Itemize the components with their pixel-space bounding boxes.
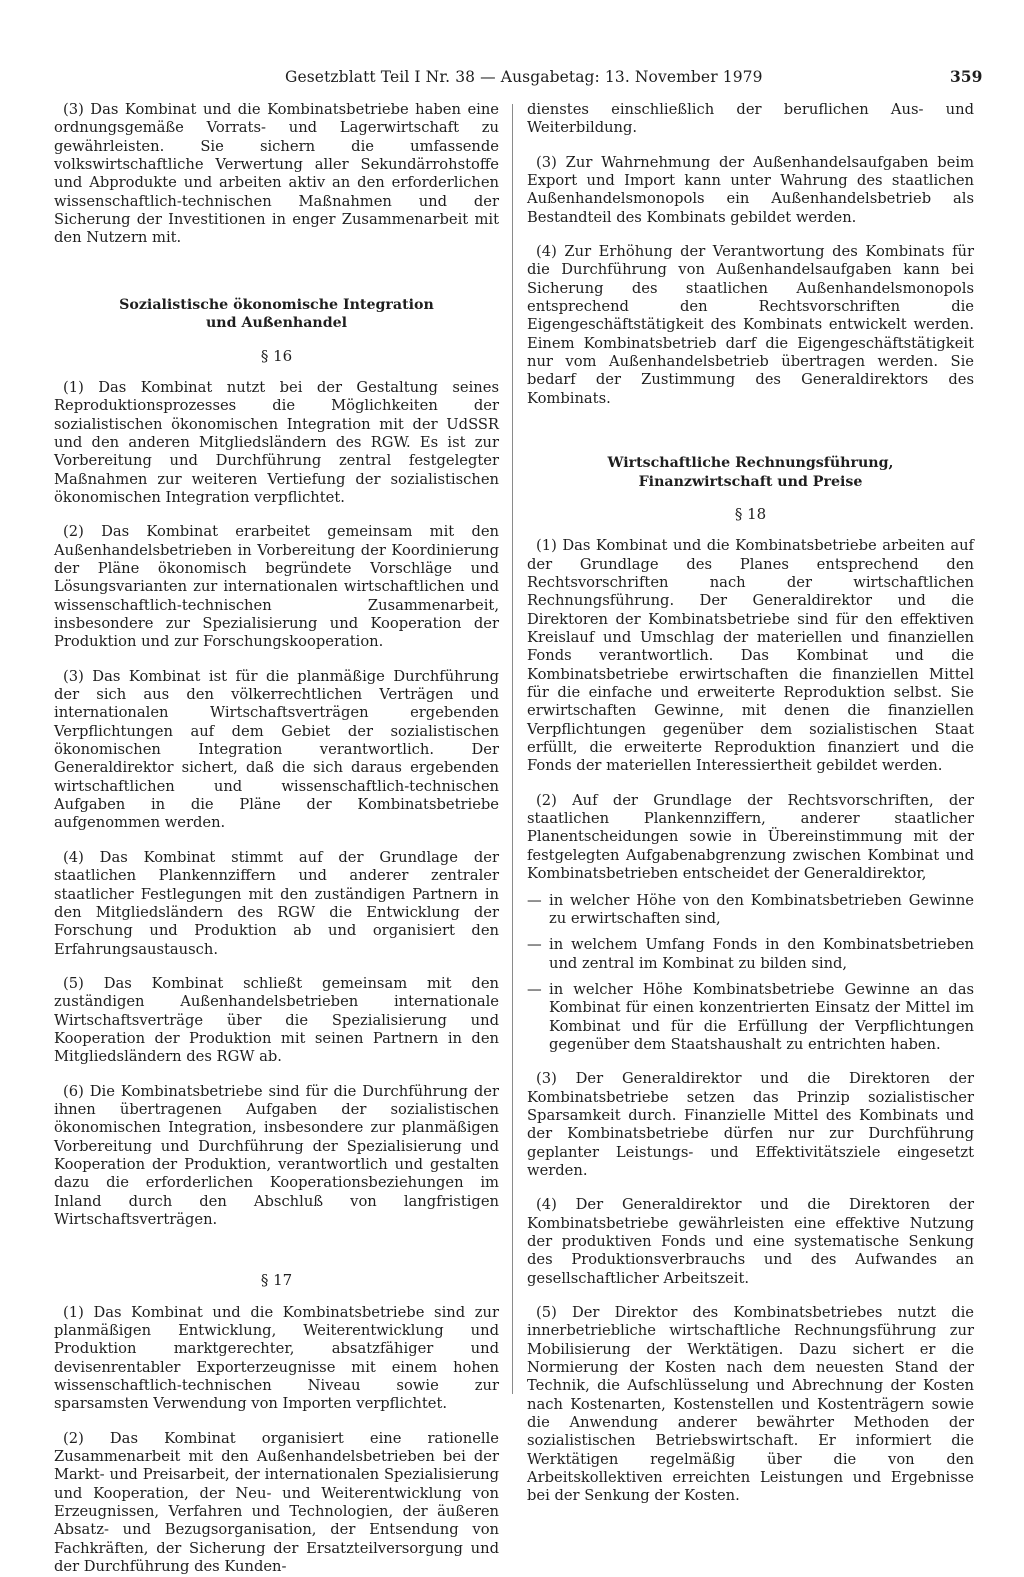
paragraph-16-3: (3) Das Kombinat ist für die planmäßige Durchführung der sich aus den völkerrechtlichen Verträgen und internationalen Wirtschaftsverträgen ergebenden Verpflichtungen auf dem Gebiet der sozialistischen ökonomischen Integration verantwortlich. Der Generaldirektor sichert, daß die sich daraus ergebenden wirtschaftlichen und wissenschaftlich-technischen Aufgaben in die Pläne der Kombinatsbetriebe aufgenommen werden. bbox=[54, 667, 499, 832]
section-number-16: § 16 bbox=[260, 346, 293, 365]
left-column bbox=[54, 101, 499, 1577]
list-item bbox=[527, 981, 974, 1054]
dash-bullet: — bbox=[527, 891, 542, 909]
section-number-17: § 17 bbox=[260, 1271, 293, 1290]
paragraph-18-1: (1) Das Kombinat und die Kombinatsbetriebe arbeiten auf der Grundlage des Planes entsprechend den Rechtsvorschriften nach der wirtschaftlichen Rechnungsführung. Der Generaldirektor und die Direktoren der Kombinatsbetriebe sind für den effektiven Kreislauf und Umschlag der materiellen und finanziellen Fonds verantwortlich. Das Kombinat und die Kombinatsbetriebe erwirtschaften die finanziellen Mittel für die einfache und erweiterte Reproduktion selbst. Sie erwirtschaften Gewinne, mit denen die finanziellen Verpflichtungen gegenüber dem sozialistischen Staat erfüllt, die erweiterte Reproduktion finanziert und die Fonds der materiellen Interessiertheit gebildet werden. bbox=[527, 537, 974, 775]
paragraph-18-5: (5) Der Direktor des Kombinatsbetriebes nutzt die innerbetriebliche wirtschaftliche Rechnungsführung zur Mobilisierung der Werktätigen. Dazu sichert er die Normierung der Kosten nach dem neuesten Stand der Technik, die Aufschlüsselung und Abrechnung der Kosten nach Kostenarten, Kostenstellen und Kostenträgern sowie die Anwendung anderer bewährter Methoden der sozialistischen Betriebswirtschaft. Er informiert die Werktätigen regelmäßig über die von den Arbeitskollektiven erreichten Leistungen und Ergebnisse bei der Senkung der Kosten. bbox=[527, 1304, 974, 1505]
paragraph-17-2: (2) Das Kombinat organisiert eine rationelle Zusammenarbeit mit den Außenhandelsbetrieben bei der Markt- und Preisarbeit, der internationalen Spezialisierung und Kooperation, der Neu- und Weiterentwicklung von Erzeugnissen, Verfahren und Technologien, der äußeren Absatz- und Bezugsorganisation, der Entsendung von Fachkräften, der Sicherung der Ersatzteilversorgung und der Durchführung des Kunden- bbox=[54, 1429, 499, 1576]
header-title: Gesetzblatt Teil I Nr. 38 — Ausgabetag: 13. November 1979 bbox=[285, 68, 763, 86]
paragraph-16-4: (4) Das Kombinat stimmt auf der Grundlage der staatlichen Plankennziffern und anderer zentraler staatlicher Festlegungen mit den zuständigen Partnern in den Mitgliedsländern des RGW die Entwicklung der Forschung und Produktion ab und organisiert den Erfahrungsaustausch. bbox=[54, 848, 499, 958]
section-heading-finance bbox=[527, 454, 974, 491]
paragraph-16-1: (1) Das Kombinat nutzt bei der Gestaltung seines Reproduktionsprozesses die Möglichkeiten der sozialistischen ökonomischen Integration mit der UdSSR und den anderen Mitgliedsländern des RGW. Es ist zur Vorbereitung und Durchführung zentral festgelegter Maßnahmen zur weiteren Vertiefung der sozialistischen ökonomischen Integration verpflichtet. bbox=[54, 378, 499, 506]
heading-line-2: Finanzwirtschaft und Preise bbox=[638, 473, 863, 490]
paragraph-18-2: (2) Auf der Grundlage der Rechtsvorschriften, der staatlichen Plankennziffern, anderer staatlicher Planentscheidungen sowie in Übereinstimmung mit der festgelegten Aufgabenabgrenzung zwischen Kombinat und Kombinatsbetrieben entscheidet der Generaldirektor, bbox=[527, 791, 974, 883]
paragraph-18-4: (4) Der Generaldirektor und die Direktoren der Kombinatsbetriebe gewährleisten eine effektive Nutzung der produktiven Fonds und eine systematische Senkung des Produktionsverbrauchs und des Aufwandes an gesellschaftlicher Arbeitszeit. bbox=[527, 1196, 974, 1287]
list-item-text: in welcher Höhe Kombinatsbetriebe Gewinne an das Kombinat für einen konzentrierten Einsatz der Mittel im Kombinat und für die Erfüllung der Verpflichtungen gegenüber dem Staatshaushalt zu entrichten haben. bbox=[549, 980, 974, 1053]
page-header bbox=[0, 66, 1024, 88]
paragraph-17-4: (4) Zur Erhöhung der Verantwortung des Kombinats für die Durchführung von Außenhandelsaufgaben kann bei Sicherung des staatlichen Außenhandelsmonopols entsprechend den Rechtsvorschriften die Eigengeschäftstätigkeit des Kombinats entwickelt werden. Einem Kombinatsbetrieb darf die Eigengeschäftstätigkeit nur vom Außenhandelsbetrieb übertragen werden. Sie bedarf der Zustimmung des Generaldirektors des Kombinats. bbox=[527, 243, 974, 407]
right-column bbox=[527, 101, 974, 1506]
paragraph-16-6: (6) Die Kombinatsbetriebe sind für die Durchführung der ihnen übertragenen Aufgaben der sozialistischen ökonomischen Integration, insbesondere zur planmäßigen Vorbereitung und Durchführung der Spezialisierung und Kooperation der Produktion, verantwortlich und gestalten dazu die erforderlichen Kooperationsbeziehungen im Inland durch den Abschluß von langfristigen Wirtschaftsverträgen. bbox=[54, 1082, 499, 1228]
heading-line-2: und Außenhandel bbox=[205, 315, 348, 332]
heading-line-1: Sozialistische ökonomische Integration bbox=[119, 296, 434, 313]
dash-bullet: — bbox=[527, 980, 542, 998]
dash-bullet: — bbox=[527, 936, 542, 954]
list-item-text: in welcher Höhe von den Kombinatsbetrieben Gewinne zu erwirtschaften sind, bbox=[549, 891, 974, 927]
section-heading-integration bbox=[54, 296, 499, 333]
list-item-text: in welchem Umfang Fonds in den Kombinatsbetrieben und zentral im Kombinat zu bilden sind, bbox=[549, 936, 974, 972]
paragraph-16-5: (5) Das Kombinat schließt gemeinsam mit den zuständigen Außenhandelsbetrieben internationale Wirtschaftsverträge über die Spezialisierung und Kooperation der Produktion mit seinen Partnern in den Mitgliedsländern des RGW ab. bbox=[54, 974, 499, 1066]
heading-line-1: Wirtschaftliche Rechnungsführung, bbox=[607, 455, 894, 472]
list-item bbox=[527, 892, 974, 929]
paragraph-17-1: (1) Das Kombinat und die Kombinatsbetriebe sind zur planmäßigen Entwicklung, Weiterentwicklung und Produktion marktgerechter, absatzfähiger und devisenrentabler Exporterzeugnisse mit einem hohen wissenschaftlich-technischen Niveau sowie zur sparsamsten Verwendung von Importen verpflichtet. bbox=[54, 1303, 499, 1413]
paragraph-16-2: (2) Das Kombinat erarbeitet gemeinsam mit den Außenhandelsbetrieben in Vorbereitung der Koordinierung der Pläne ökonomisch begründete Vorschläge und Lösungsvarianten zur internationalen wirtschaftlichen und wissenschaftlich-technischen Zusammenarbeit, insbesondere zur Spezialisierung und Kooperation der Produktion und zur Forschungskooperation. bbox=[54, 523, 499, 651]
paragraph-17-3: (3) Zur Wahrnehmung der Außenhandelsaufgaben beim Export und Import kann unter Wahrung des staatlichen Außenhandelsmonopols ein Außenhandelsbetrieb als Bestandteil des Kombinats gebildet werden. bbox=[527, 153, 974, 226]
dash-list bbox=[527, 892, 974, 1055]
paragraph-18-3: (3) Der Generaldirektor und die Direktoren der Kombinatsbetriebe setzen das Prinzip sozialistischer Sparsamkeit durch. Finanzielle Mittel des Kombinats und der Kombinatsbetriebe dürfen nur zur Durchführung geplanter Leistungs- und Effektivitätsziele eingesetzt werden. bbox=[527, 1070, 974, 1179]
paragraph-15-3: (3) Das Kombinat und die Kombinatsbetriebe haben eine ordnungsgemäße Vorrats- und Lagerwirtschaft zu gewährleisten. Sie sichern die umfassende volkswirtschaftliche Verwertung aller Sekundärrohstoffe und Abprodukte und arbeiten aktiv an den erforderlichen wissenschaftlich-technischen Maßnahmen und der Sicherung der Investitionen in enger Zusammenarbeit mit den Nutzern mit. bbox=[54, 101, 499, 247]
section-number-18: § 18 bbox=[734, 504, 767, 523]
list-item bbox=[527, 936, 974, 973]
page-number: 359 bbox=[950, 67, 983, 86]
column-divider bbox=[512, 104, 513, 1394]
paragraph-17-2-continued: dienstes einschließlich der beruflichen Aus- und Weiterbildung. bbox=[527, 101, 974, 137]
